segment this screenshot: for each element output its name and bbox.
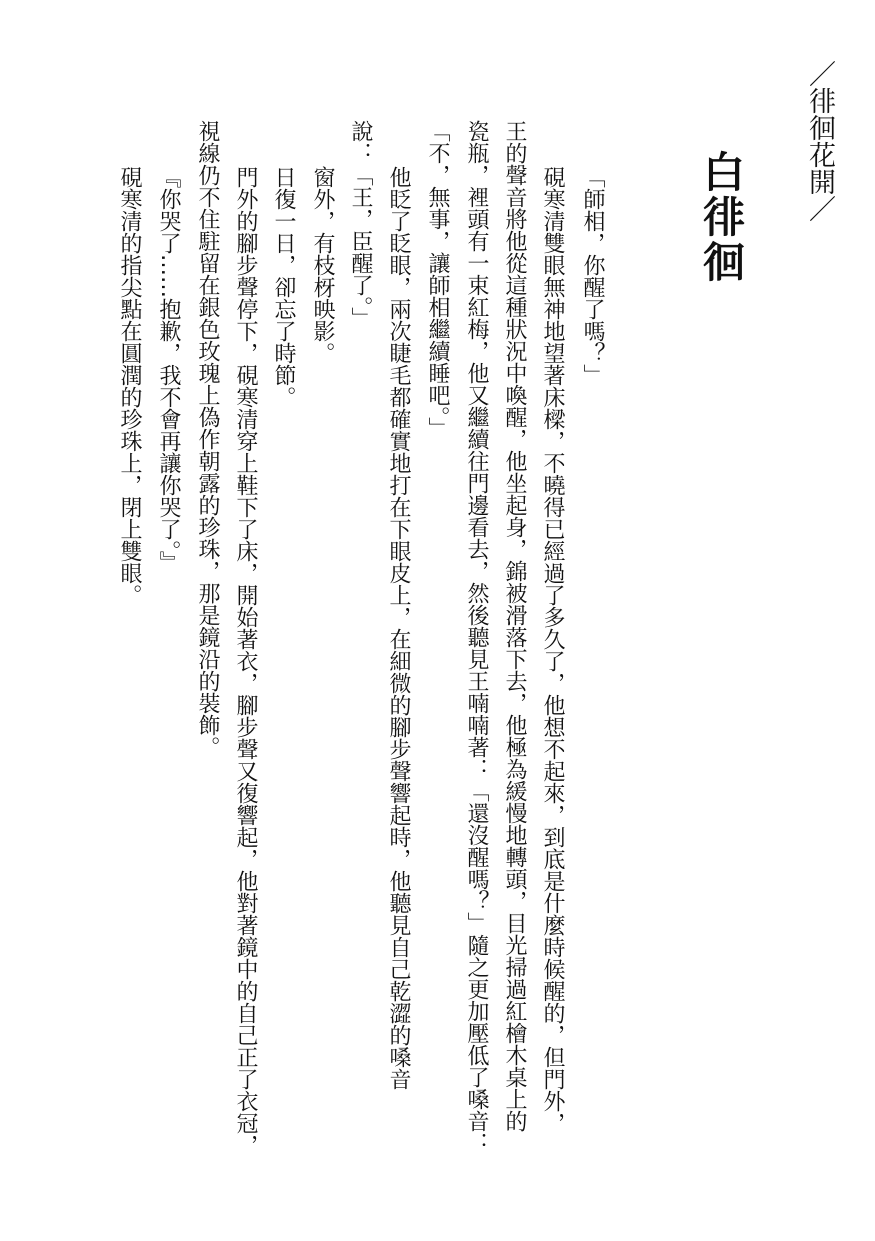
- paragraph-line: 王的聲音將他從這種狀況中喚醒，他坐起身，錦被滑落下去，他極為緩慢地轉頭，目光掃過紅檜木桌上的: [502, 120, 527, 1132]
- paragraph-line: 他眨了眨眼，兩次睫毛都確實地打在下眼皮上，在細微的腳步聲響起時，他聽見自己乾澀的嗓音: [386, 166, 411, 1090]
- paragraph-line: 日復一日，卻忘了時節。: [271, 166, 296, 408]
- paragraph-line: 「師相，你醒了嗎？」: [580, 166, 605, 386]
- paragraph-line: 說：「王，臣醒了。」: [348, 120, 373, 329]
- section-header: ／徘徊花開／: [804, 60, 835, 222]
- paragraph-line: 硯寒清雙眼無神地望著床樑，不曉得已經過了多久了，他想不起來，到底是什麼時候醒的，但門外，: [540, 166, 565, 1134]
- paragraph-line: 視線仍不住駐留在銀色玫瑰上偽作朝露的珍珠，那是鏡沿的裝飾。: [195, 120, 220, 758]
- paragraph-line: 門外的腳步聲停下，硯寒清穿上鞋下了床，開始著衣，腳步聲又復響起，他對著鏡中的自己正了衣冠，: [233, 166, 258, 1156]
- paragraph-line: 硯寒清的指尖點在圓潤的珍珠上，閉上雙眼。: [117, 166, 142, 606]
- paragraph-line: 瓷瓶，裡頭有一束紅梅，他又繼續往門邊看去，然後聽見王喃喃著：「還沒醒嗎？」隨之更加壓低了嗓音：: [464, 120, 489, 1154]
- paragraph-line: 「不，無事，讓師相繼續睡吧。」: [425, 120, 450, 439]
- paragraph-line: 窗外，有枝枒映影。: [310, 166, 335, 364]
- paragraph-line: 『你哭了……抱歉，我不會再讓你哭了。』: [156, 166, 181, 573]
- chapter-title: 白徘徊: [697, 150, 746, 285]
